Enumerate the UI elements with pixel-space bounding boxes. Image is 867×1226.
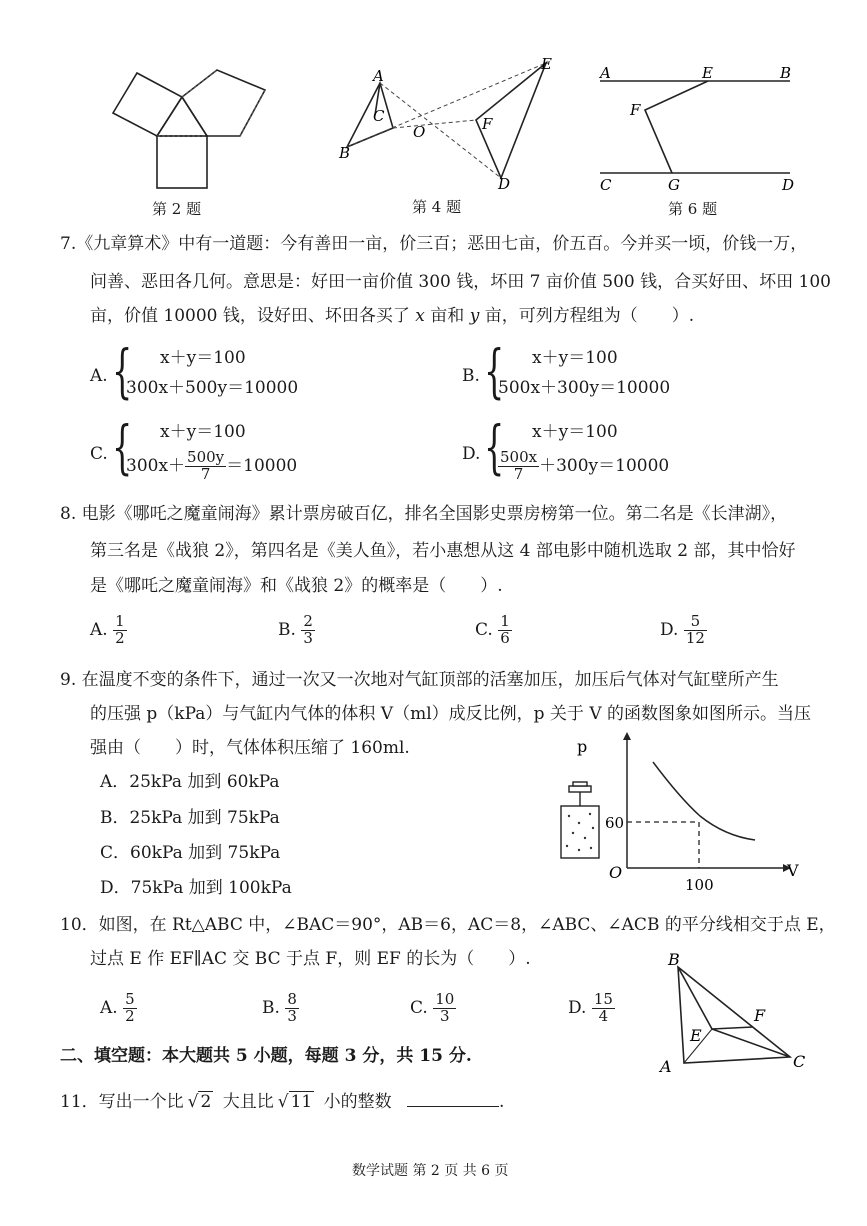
graph-y-tick: 60 (605, 814, 625, 832)
fig4-label-b: B (339, 144, 351, 162)
q7-line3: 亩，价值 10000 钱，设好田、坏田各买了 x 亩和 y 亩，可列方程组为（ ）. (90, 306, 695, 326)
q8-option-a: A. $\frac{1}{2}$ (90, 612, 125, 647)
section-2-heading: 二、填空题：本大题共 5 小题，每题 3 分，共 15 分. (60, 1046, 472, 1066)
q9-option-a: A．25kPa 加到 60kPa (100, 772, 280, 792)
graph-origin-label: O (609, 863, 623, 882)
fig4-label-f: F (482, 115, 493, 133)
fig4-label-a: A (373, 67, 384, 85)
q8-line3: 是《哪吒之魔童闹海》和《战狼 2》的概率是（ ）. (90, 576, 503, 596)
tri-label-b: B (668, 950, 680, 969)
q10-line1: 10．如图，在 Rt△ABC 中，∠BAC＝90°，AB＝6，AC＝8，∠ABC、∠ACB 的平分线相交于点 E， (60, 915, 836, 935)
fig4-label-c: C (373, 107, 385, 125)
q9-line1: 9. 在温度不变的条件下，通过一次又一次地对气缸顶部的活塞加压，加压后气体对气缸壁所产生 (60, 670, 779, 690)
fig6-label-f: F (630, 101, 641, 119)
fig6-label-b: B (780, 64, 792, 82)
q10-option-a: A. $\frac{5}{2}$ (100, 990, 135, 1025)
q10-option-b: B. $\frac{8}{3}$ (262, 990, 297, 1025)
q7-option-d: D. { x＋y＝100 $\frac{500x}{7}$ ＋300y＝10000 (462, 413, 670, 483)
page-footer: 数学试题 第 2 页 共 6 页 (352, 1163, 509, 1179)
fig6-label-g: G (668, 176, 680, 194)
tri-label-c: C (793, 1052, 806, 1071)
graph-p-label: p (577, 737, 588, 756)
figure-q9-graph (555, 728, 805, 898)
q9-line2: 的压强 p（kPa）与气缸内气体的体积 V（ml）成反比例，p 关于 V 的函数图象如图所示。当压 (90, 704, 812, 724)
fig6-label-c: C (600, 176, 612, 194)
figure-q4 (335, 55, 565, 195)
q8-option-b: B. $\frac{2}{3}$ (278, 612, 313, 647)
q8-option-d: D. $\frac{5}{12}$ (660, 612, 705, 647)
q9-option-d: D．75kPa 加到 100kPa (100, 878, 292, 898)
fig4-label-o: O (413, 123, 426, 141)
fig4-label-d: D (498, 175, 511, 193)
q7-line1: 7.《九章算术》中有一道题：今有善田一亩，价三百；恶田七亩，价五百。今并买一顷，价钱一万， (60, 234, 808, 254)
q10-option-d: D. $\frac{15}{4}$ (568, 990, 613, 1025)
q9-line3: 强由（ ）时，气体体积压缩了 160ml. (90, 738, 410, 758)
caption-q6: 第 6 题 (668, 200, 718, 218)
figure-q6 (590, 60, 805, 195)
tri-label-f: F (754, 1006, 766, 1025)
q8-line2: 第三名是《战狼 2》，第四名是《美人鱼》，若小惠想从这 4 部电影中随机选取 2 部，其中恰好 (90, 541, 796, 561)
fig6-label-d: D (782, 176, 795, 194)
q10-option-c: C. $\frac{10}{3}$ (410, 990, 455, 1025)
graph-v-label: V (787, 861, 799, 880)
q11-answer-blank[interactable] (407, 1092, 499, 1107)
tri-label-e: E (690, 1026, 702, 1045)
fig4-label-e: E (541, 55, 552, 73)
q10-line2: 过点 E 作 EF∥AC 交 BC 于点 F，则 EF 的长为（ ）. (90, 949, 531, 969)
caption-q4: 第 4 题 (412, 198, 462, 216)
q7-line2: 问善、恶田各几何。意思是：好田一亩价值 300 钱，坏田 7 亩价值 500 钱，合买好田、坏田 100 (90, 272, 831, 292)
fig6-label-a: A (600, 64, 611, 82)
q11-line: 11．写出一个比 √ 2 大且比 √ 11 小的整数 . (60, 1092, 505, 1112)
tri-label-a: A (660, 1057, 672, 1076)
q7-option-c: C. { x＋y＝100 300x＋ $\frac{500y}{7}$ ＝10000 (90, 413, 298, 483)
graph-x-tick: 100 (685, 876, 714, 894)
q8-option-c: C. $\frac{1}{6}$ (475, 612, 510, 647)
q9-option-b: B．25kPa 加到 75kPa (100, 808, 280, 828)
figure-q10-triangle (650, 945, 820, 1080)
q8-line1: 8. 电影《哪吒之魔童闹海》累计票房破百亿，排名全国影史票房榜第一位。第二名是《长津湖》， (60, 504, 788, 524)
q9-option-c: C．60kPa 加到 75kPa (100, 843, 281, 863)
caption-q2: 第 2 题 (152, 200, 202, 218)
q7-option-a: A. { x＋y＝100 300x＋500y＝10000 (90, 337, 299, 405)
figure-q2 (100, 60, 290, 195)
fig6-label-e: E (702, 64, 713, 82)
q7-option-b: B. { x＋y＝100 500x＋300y＝10000 (462, 337, 671, 405)
